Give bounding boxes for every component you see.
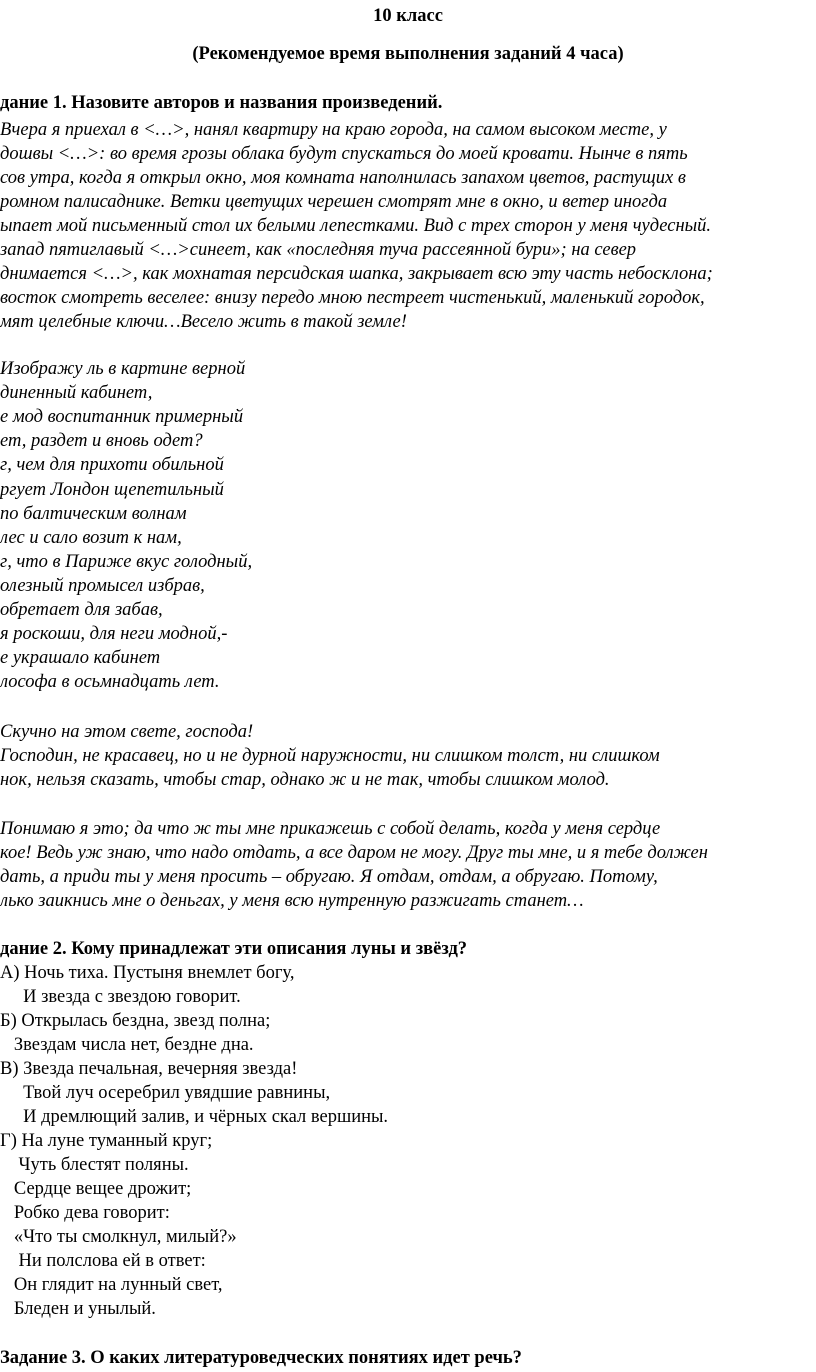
verse-line: А) Ночь тиха. Пустыня внемлет богу, [0,963,295,983]
task2-title: дание 2. Кому принадлежат эти описания луны и звёзд? [0,939,468,959]
poem-line: обретает для забав, [0,600,163,620]
verse-line: Звездам числа нет, бездне дна. [0,1035,254,1055]
verse-line: Он глядит на лунный свет, [0,1275,223,1295]
verse-line: Робко дева говорит: [0,1203,170,1223]
verse-line: Сердце вещее дрожит; [0,1179,192,1199]
poem-line: диненный кабинет, [0,383,153,403]
text-line: мят целебные ключи…Весело жить в такой земле! [0,312,407,332]
verse-line: Г) На луне туманный круг; [0,1131,213,1151]
text-line: днимается <…>, как мохнатая персидская шапка, закрывает всю эту часть небосклона; [0,264,713,284]
verse-line: И звезда с звездою говорит. [0,987,241,1007]
poem-line: е мод воспитанник примерный [0,407,244,427]
poem-line: е украшало кабинет [0,648,161,668]
verse-line: «Что ты смолкнул, милый?» [0,1227,237,1247]
time-note: (Рекомендуемое время выполнения заданий 4 часа) [192,44,624,64]
text-line: ромном палисаднике. Ветки цветущих черешен смотрят мне в окно, и ветер иногда [0,192,668,212]
text-line: кое! Ведь уж знаю, что надо отдать, а все даром не могу. Друг ты мне, и я тебе должен [0,843,708,863]
task1-title: дание 1. Назовите авторов и названия произведений. [0,93,443,113]
text-line: дошвы <…>: во время грозы облака будут спускаться до моей кровати. Нынче в пять [0,144,688,164]
poem-line: олезный промысел избрав, [0,576,205,596]
grade-heading: 10 класс [373,6,443,26]
verse-line: Б) Открылась бездна, звезд полна; [0,1011,271,1031]
text-line: лько заикнись мне о деньгах, у меня всю нутренную разжигать станет… [0,891,584,911]
verse-line: Ни полслова ей в ответ: [0,1251,206,1271]
task3-title: Задание 3. О каких литературоведческих понятиях идет речь? [0,1348,522,1368]
text-line: нок, нельзя сказать, чтобы стар, однако ж и не так, чтобы слишком молод. [0,770,610,790]
poem-line: лес и сало возит к нам, [0,528,182,548]
text-line: Скучно на этом свете, господа! [0,722,254,742]
poem-line: по балтическим волнам [0,504,187,524]
text-line: Понимаю я это; да что ж ты мне прикажешь с собой делать, когда у меня сердце [0,819,661,839]
text-line: восток смотреть веселее: внизу передо мною пестреет чистенький, маленький городок, [0,288,705,308]
text-line: Господин, не красавец, но и не дурной наружности, ни слишком толст, ни слишком [0,746,660,766]
verse-line: Чуть блестят поляны. [0,1155,189,1175]
poem-line: г, чем для прихоти обильной [0,455,224,475]
verse-line: В) Звезда печальная, вечерняя звезда! [0,1059,298,1079]
poem-line: ргует Лондон щепетильный [0,480,224,500]
poem-line: лософа в осьмнадцать лет. [0,672,220,692]
text-line: ыпает мой письменный стол их белыми лепестками. Вид с трех сторон у меня чудесный. [0,216,712,236]
poem-line: ет, раздет и вновь одет? [0,431,203,451]
verse-line: И дремлющий залив, и чёрных скал вершины. [0,1107,389,1127]
poem-line: г, что в Париже вкус голодный, [0,552,253,572]
poem-line: Изображу ль в картине верной [0,359,246,379]
text-line: дать, а приди ты у меня просить – обругаю. Я отдам, отдам, а обругаю. Потому, [0,867,658,887]
verse-line: Бледен и унылый. [0,1299,156,1319]
text-line: сов утра, когда я открыл окно, моя комната наполнилась запахом цветов, растущих в [0,168,686,188]
text-line: запад пятиглавый <…>синеет, как «последняя туча рассеянной бури»; на север [0,240,637,260]
verse-line: Твой луч осеребрил увядшие равнины, [0,1083,331,1103]
poem-line: я роскоши, для неги модной,- [0,624,228,644]
text-line: Вчера я приехал в <…>, нанял квартиру на краю города, на самом высоком месте, у [0,120,667,140]
